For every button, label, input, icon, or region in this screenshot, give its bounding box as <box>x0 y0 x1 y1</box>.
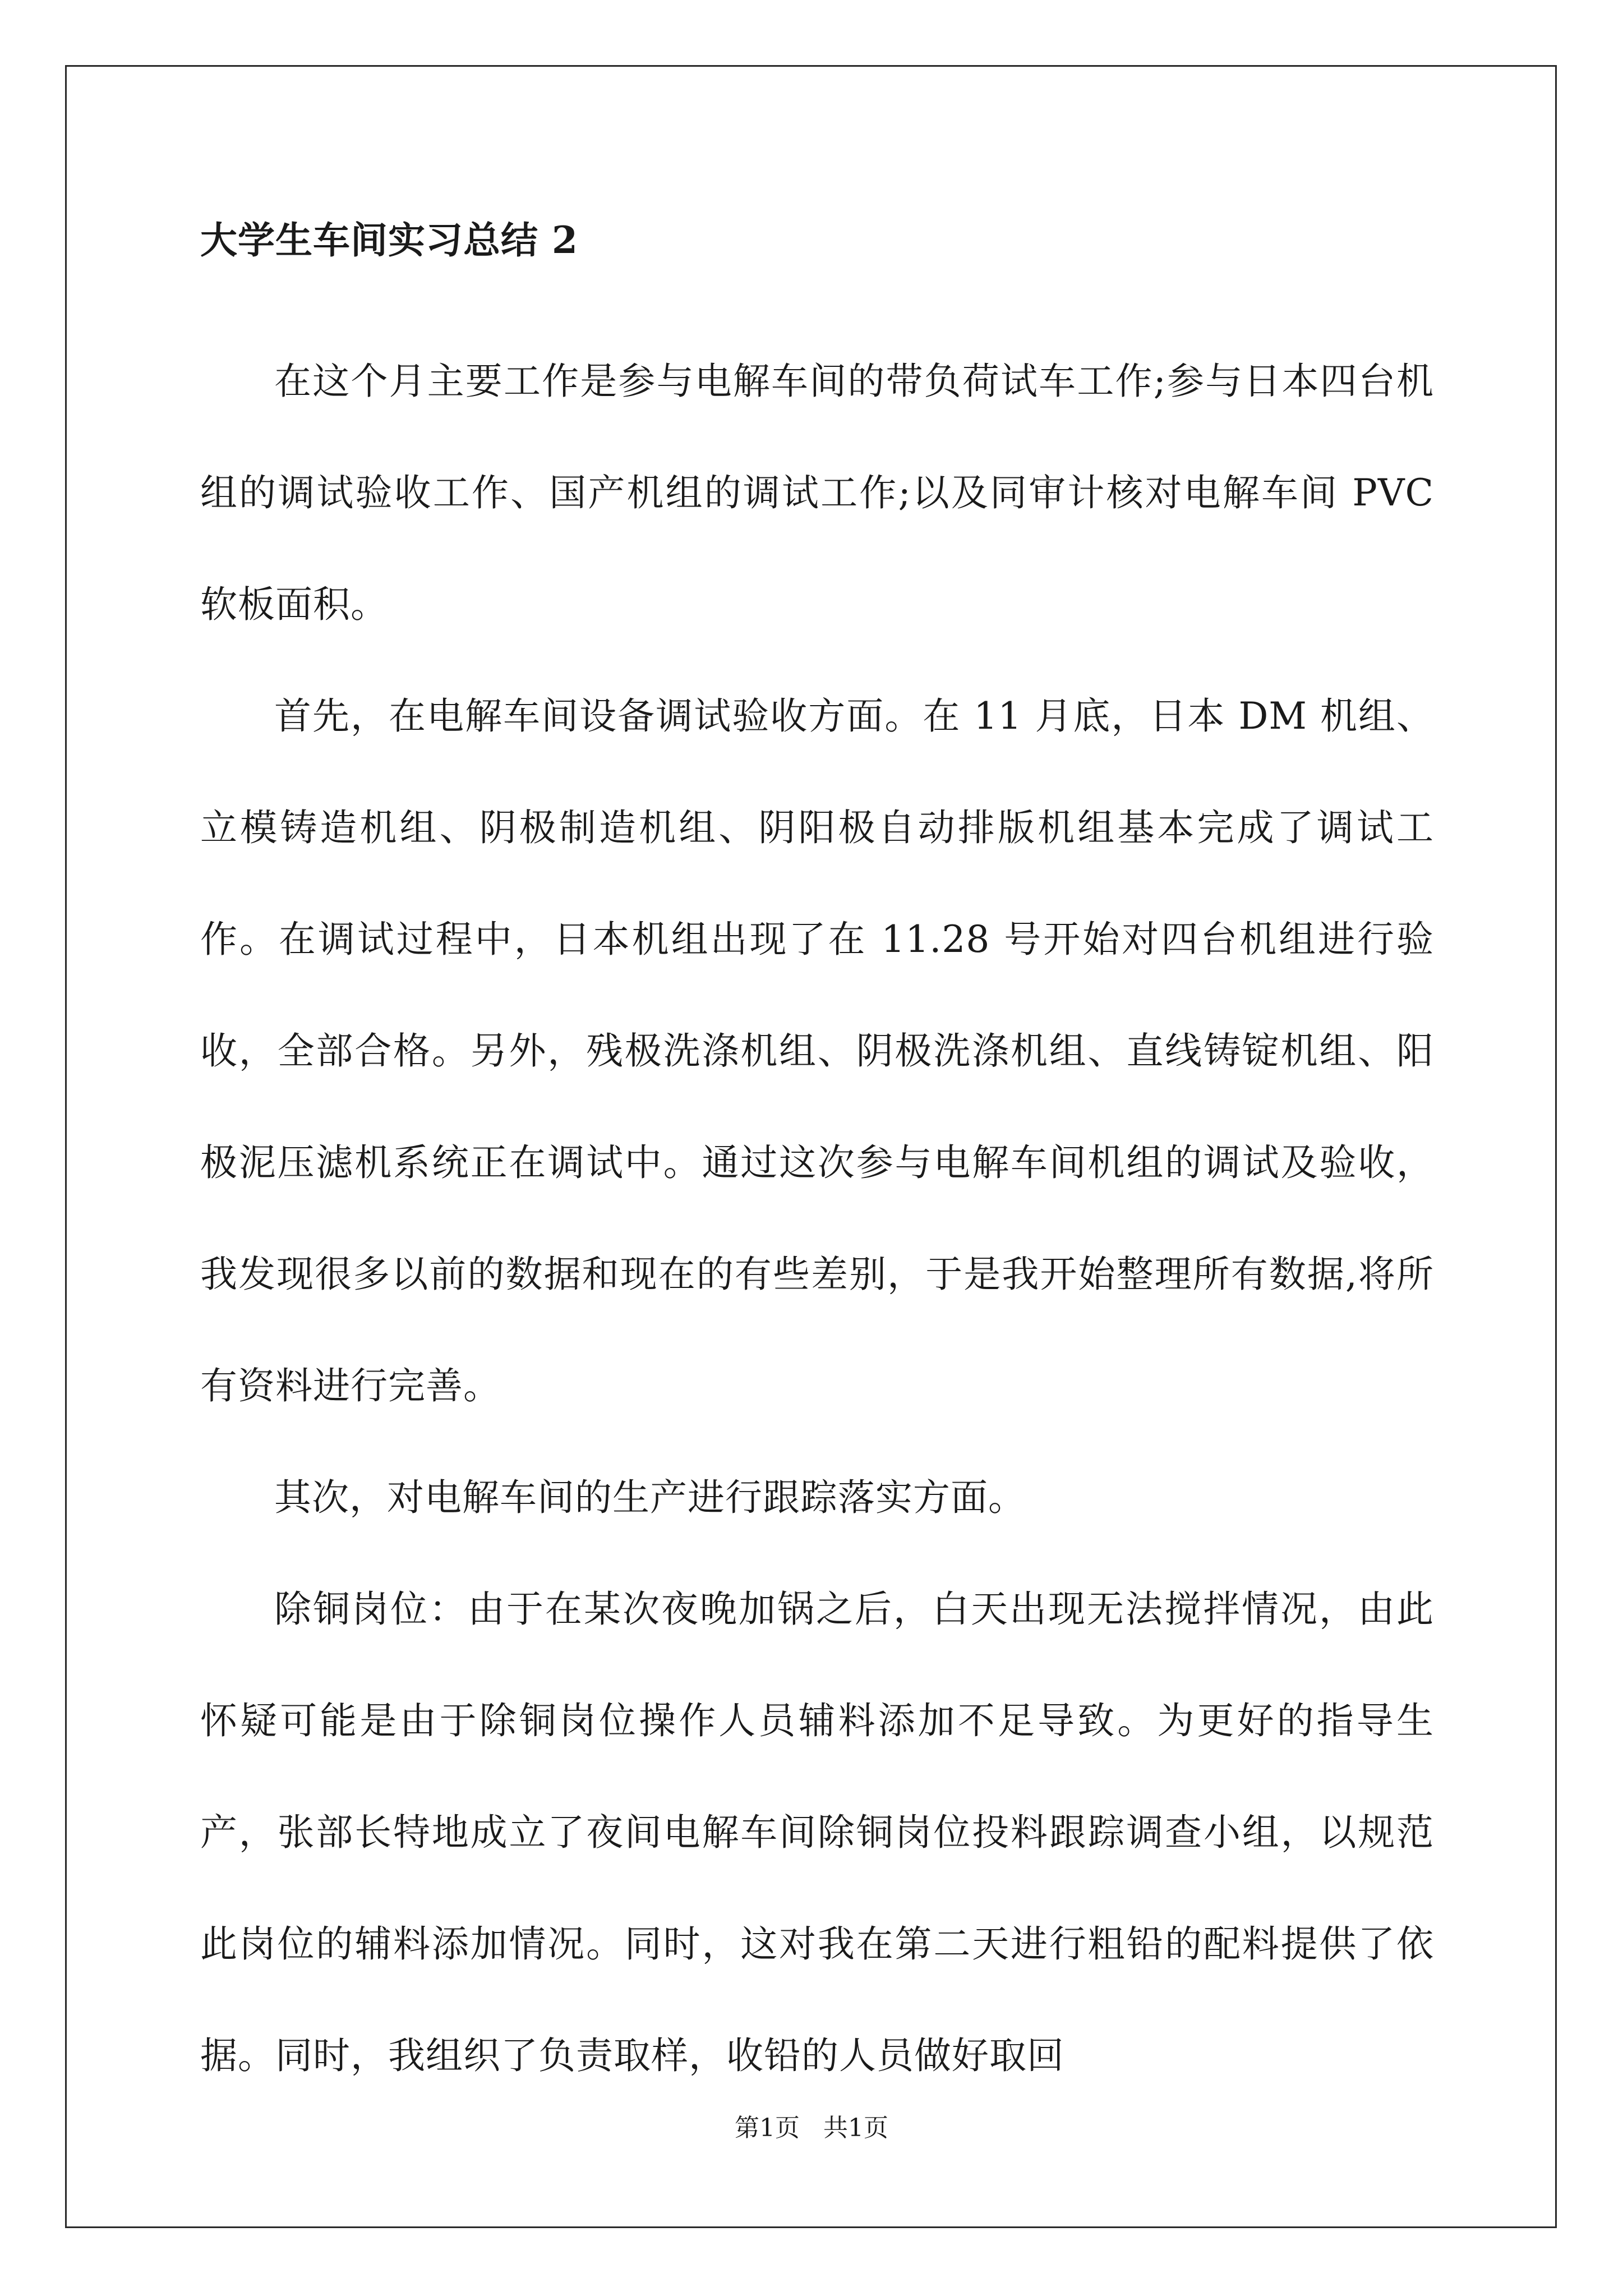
page-footer: 第1页 共1页 <box>735 2114 888 2142</box>
paragraph-3: 其次，对电解车间的生产进行跟踪落实方面。 <box>274 1476 1026 1519</box>
paragraph-list <box>200 325 1434 2111</box>
paragraph-2: 首先，在电解车间设备调试验收方面。在 11 月底，日本 DM 机组、立模铸造机组、阴极制造机组、阴阳极自动排版机组基本完成了调试工作。在调试过程中，日本机组出现了在 11.28 号开始对四台机组进行验收，全部合格。另外，残极洗涤机组、阴极洗涤机组、直线铸锭机组、阳极泥压滤机系统正在调试中。通过这次参与电解车间机组的调试及验收，我发现很多以前的数据和现在的有些差别，于是我开始整理所有数据,将所有资料进行完善。 <box>200 694 1434 1407</box>
paragraph-4: 除铜岗位：由于在某次夜晚加锅之后，白天出现无法搅拌情况，由此怀疑可能是由于除铜岗位操作人员辅料添加不足导致。为更好的指导生产，张部长特地成立了夜间电解车间除铜岗位投料跟踪调查小组，以规范此岗位的辅料添加情况。同时，这对我在第二天进行粗铅的配料提供了依据。同时，我组织了负责取样，收铅的人员做好取回 <box>200 1588 1434 2077</box>
document-title: 大学生车间实习总结 2 <box>200 218 578 262</box>
paragraph-1: 在这个月主要工作是参与电解车间的带负荷试车工作;参与日本四台机组的调试验收工作、国产机组的调试工作;以及同审计核对电解车间 PVC 软板面积。 <box>200 360 1434 626</box>
document-body <box>200 218 1434 2111</box>
